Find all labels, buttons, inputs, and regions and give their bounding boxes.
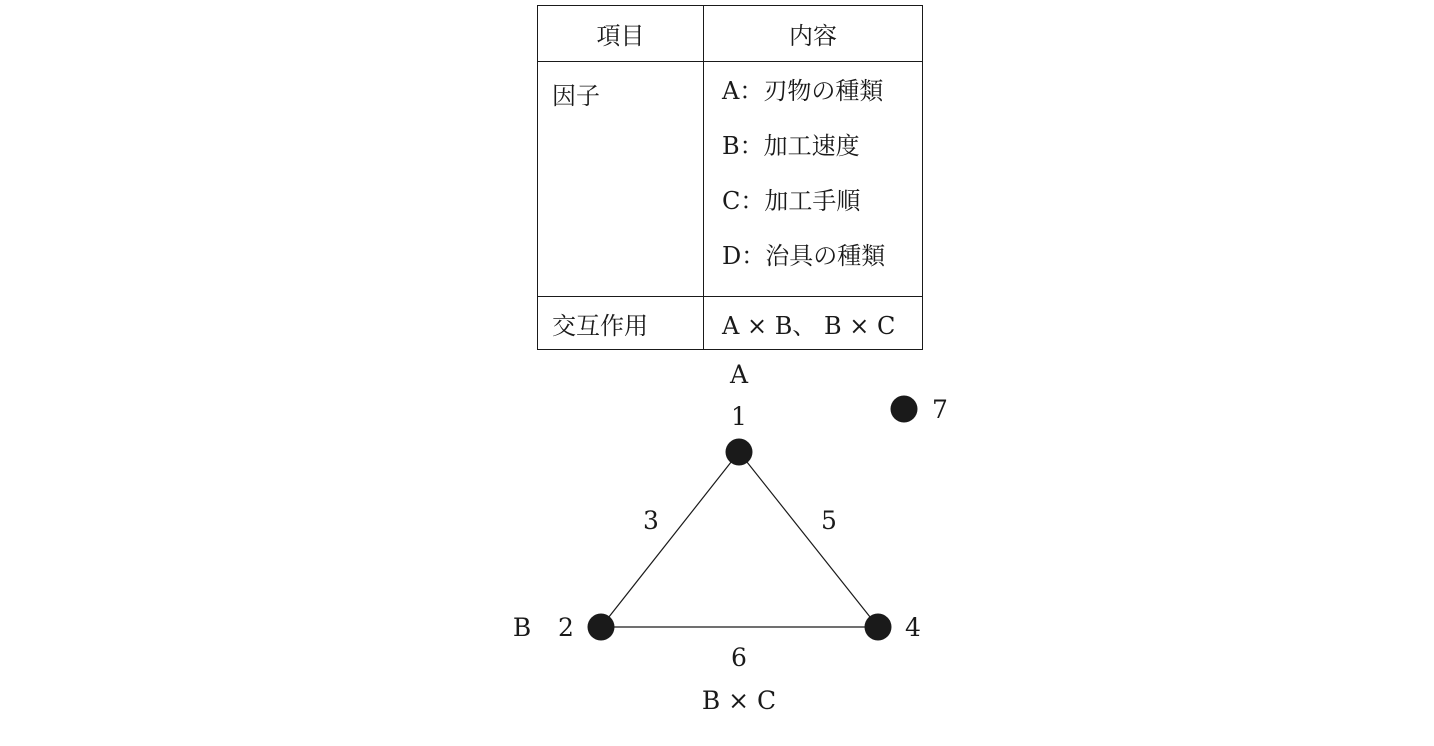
edge-1-2-label: 3 xyxy=(643,506,659,535)
node-7 xyxy=(891,396,918,423)
factor-item-b: B：加工速度 xyxy=(722,132,860,160)
edge-1-4 xyxy=(739,452,878,627)
interaction-bc-label: B × C xyxy=(701,686,777,715)
edge-1-4-label: 5 xyxy=(821,506,837,535)
interaction-value: A × B、 B × C xyxy=(704,297,923,350)
node-1-label: 1 xyxy=(731,402,747,431)
factor-label: 因子 xyxy=(538,62,704,297)
node-1 xyxy=(726,439,753,466)
edge-2-4-label: 6 xyxy=(731,643,747,672)
header-item: 項目 xyxy=(538,6,704,62)
factor-item-d: D：治具の種類 xyxy=(722,242,886,270)
factor-item-c: C：加工手順 xyxy=(722,187,861,215)
node-1-factor-label: A xyxy=(729,360,749,389)
node-2-label: 2 xyxy=(558,613,574,642)
node-7-label: 7 xyxy=(932,395,948,424)
header-content: 内容 xyxy=(704,6,923,62)
node-4-label: 4 xyxy=(905,613,921,642)
interaction-label: 交互作用 xyxy=(538,297,704,350)
edge-1-2 xyxy=(601,452,739,627)
node-2-factor-label: B xyxy=(512,613,532,642)
node-2 xyxy=(588,614,615,641)
factor-item-a: A：刃物の種類 xyxy=(722,77,884,105)
node-4 xyxy=(865,614,892,641)
